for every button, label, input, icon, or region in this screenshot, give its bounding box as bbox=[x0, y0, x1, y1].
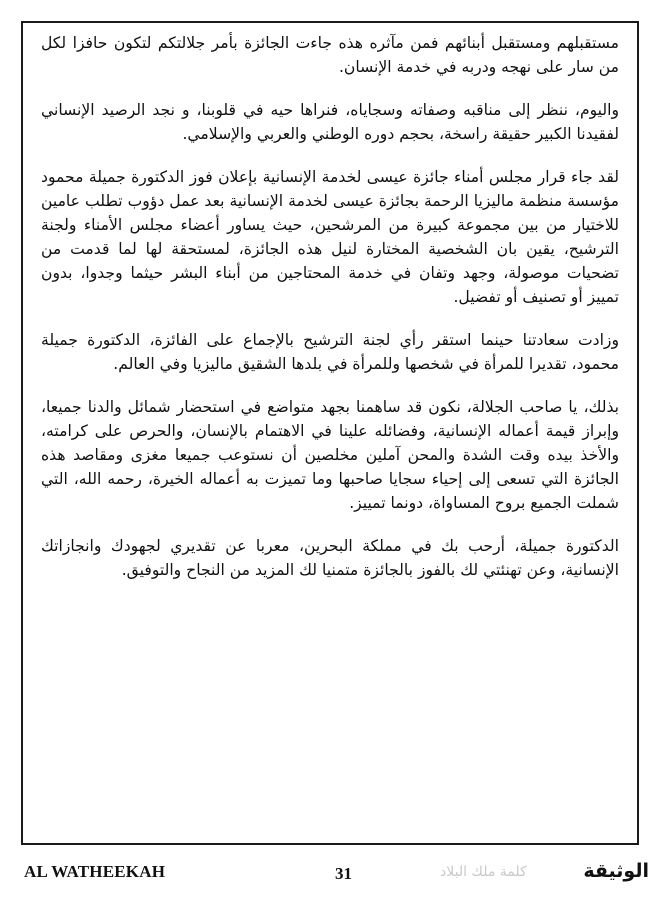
article-paragraph-5: بذلك، يا صاحب الجلالة، نكون قد ساهمنا بجهد متواضع في استحضار شمائل والدنا جميعا، وإبراز قيمة أعماله الإنسانية، وفضائله علينا في الاهتمام بالإنسان، والحرص على كرامته، والأخذ بيده وقت الشدة والمحن آملين مخلصين أن نستوعب جميعا مغزى ومقاصد هذه الجائزة التي تسعى إلى إحياء سجايا صاحبها وما تميزت به أعماله الخيرة، رحمه الله، التي شملت الجميع بروح المساواة، دونما تمييز. bbox=[41, 398, 619, 512]
article-paragraph-6: الدكتورة جميلة، أرحب بك في مملكة البحرين، معربا عن تقديري لجهودك وانجازاتك الإنسانية، وعن تهنئتي لك بالفوز بالجائزة متمنيا لك المزيد من النجاح والتوفيق. bbox=[41, 537, 619, 579]
article-frame bbox=[21, 21, 639, 845]
article-paragraph-4: وزادت سعادتنا حينما استقر رأي لجنة الترشيح بالإجماع على الفائزة، الدكتورة جميلة محمود، تقديرا للمرأة في شخصها وللمرأة في بلدها الشقيق ماليزيا وفي العالم. bbox=[41, 331, 619, 373]
page-number: 31 bbox=[335, 864, 352, 883]
magazine-name-arabic: الوثيقة bbox=[583, 860, 649, 882]
page-footer bbox=[0, 858, 665, 892]
faint-section-text: كلمة ملك البلاد bbox=[440, 864, 527, 880]
article-paragraph-3: لقد جاء قرار مجلس أمناء جائزة عيسى لخدمة الإنسانية بإعلان فوز الدكتورة جميلة محمود مؤسسة منظمة ماليزيا الرحمة بجائزة عيسى لخدمة الإنسانية بعد عمل دؤوب تطلب عامين للاختيار من بين مجموعة كبيرة من المرشحين، حيث يساور أعضاء مجلس الأمناء ولجنة الترشيح، يقين بان الشخصية المختارة لنيل هذه الجائزة، لمستحقة لها لما قدمت من تضحيات موصولة، وجهد وتفان في خدمة المحتاجين من أبناء البشر حيثما وجدوا، بدون تمييز أو تصنيف أو تفضيل. bbox=[41, 168, 619, 306]
article-paragraph-1: مستقبلهم ومستقبل أبنائهم فمن مآثره هذه جاءت الجائزة بأمر جلالتكم لتكون حافزا لكل من سار على نهجه ودربه في خدمة الإنسان. bbox=[41, 34, 619, 76]
article-paragraph-2: واليوم، ننظر إلى مناقبه وصفاته وسجاياه، فنراها حيه في قلوبنا، و نجد الرصيد الإنساني لفقيدنا الكبير حقيقة راسخة، بحجم دوره الوطني والعربي والإسلامي. bbox=[41, 101, 619, 143]
magazine-name-latin: AL WATHEEKAH bbox=[24, 862, 166, 881]
